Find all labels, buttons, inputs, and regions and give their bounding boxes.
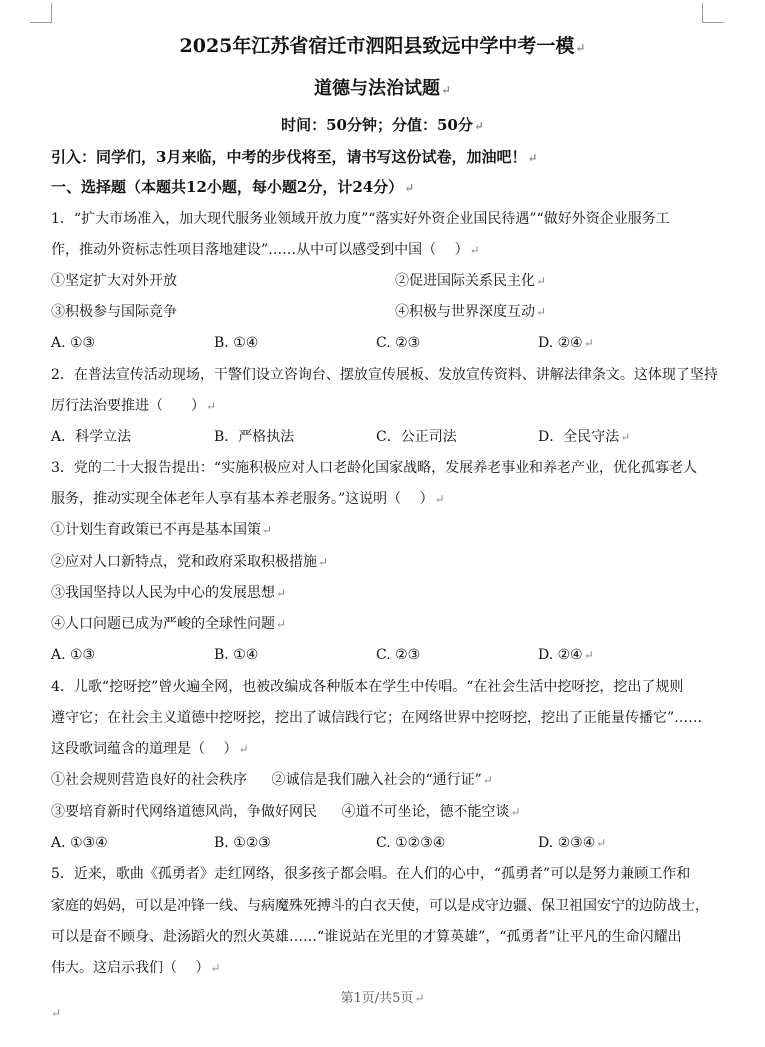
q3-stem-line-1: 3．党的二十大报告提出：“实施积极应对人口老龄化国家战略，发展养老事业和养老产业，优化孤寡老人 [51,460,698,476]
q1-stem-line-1: 1．“扩大市场准入，加大现代服务业领域开放力度”“落实好外资企业国民待遇”“做好外资企业服务工 [51,211,670,227]
q3-option-d[interactable]: D. ②④↵ [538,647,594,663]
q5-stem-line-3: 可以是奋不顾身、赴汤蹈火的烈火英雄……“谁说站在光里的才算英雄”，“孤勇者”让平凡的生命闪耀出 [51,929,682,945]
q1-item-1: ①坚定扩大对外开放 [51,273,177,289]
q4-item-2: ②诚信是我们融入社会的“通行证” [271,772,482,788]
crop-mark-top-left-vertical [51,3,52,23]
q1-item-2: ②促进国际关系民主化↵ [395,273,547,289]
q2-option-d[interactable]: D．全民守法↵ [538,429,631,445]
page-footer: 第1页/共5页↵ [340,991,425,1006]
q1-option-d[interactable]: D. ②④↵ [538,335,594,351]
q4-stem-line-1: 4．儿歌“挖呀挖”曾火遍全网，也被改编成各种版本在学生中传唱。“在社会生活中挖呀挖，挖出了规则 [51,679,684,695]
section-heading: 一、选择题（本题共12小题，每小题2分，计24分）↵ [51,178,415,196]
q2-option-b[interactable]: B．严格执法 [214,429,295,445]
q4-option-c[interactable]: C. ①②③④ [376,835,446,851]
q2-stem-line-1: 2．在普法宣传活动现场，干警们设立咨询台、摆放宣传展板、发放宣传资料、讲解法律条文。这体现了坚持 [51,367,718,383]
q4-stem-line-2: 遵守它；在社会主义道德中挖呀挖，挖出了诚信践行它；在网络世界中挖呀挖，挖出了正能量传播它”…… [51,710,703,726]
q4-items-row-2: ③要培育新时代网络道德风尚，争做好网民 ④道不可坐论，德不能空谈↵ [51,804,521,820]
q3-item-2: ②应对人口新特点，党和政府采取积极措施↵ [51,554,329,570]
q4-option-b[interactable]: B. ①②③ [214,835,271,851]
q2-option-c[interactable]: C．公正司法 [376,429,457,445]
intro-text: 引入：同学们，3月来临，中考的步伐将至，请书写这份试卷，加油吧！↵ [51,148,538,166]
exam-meta: 时间：50分钟；分值：50分↵ [281,116,484,134]
q1-option-b[interactable]: B. ①④ [214,335,259,351]
page-title: 2025年江苏省宿迁市泗阳县致远中学中考一模↵ [179,35,586,57]
q1-items-row-2 [51,302,711,322]
q3-option-a[interactable]: A. ①③ [51,647,96,663]
q3-option-c[interactable]: C. ②③ [376,647,421,663]
q3-item-3: ③我国坚持以人民为中心的发展思想↵ [51,585,287,601]
paragraph-mark: ↵ [51,1006,62,1020]
q1-stem-line-2: 作，推动外资标志性项目落地建设”……从中可以感受到中国（ ）↵ [51,242,480,258]
q4-item-3: ③要培育新时代网络道德风尚，争做好网民 [51,804,317,820]
q4-stem-line-3: 这段歌词蕴含的道理是（ ）↵ [51,741,249,757]
q1-item-3: ③积极参与国际竞争 [51,304,177,320]
q3-item-1: ①计划生育政策已不再是基本国策↵ [51,522,273,538]
q1-item-4: ④积极与世界深度互动↵ [395,304,547,320]
q5-stem-line-2: 家庭的妈妈，可以是冲锋一线、与病魔殊死搏斗的白衣天使，可以是戍守边疆、保卫祖国安宁的边防战士， [51,898,709,914]
q3-item-4: ④人口问题已成为严峻的全球性问题↵ [51,616,287,632]
crop-mark-top-left-horizontal [30,22,51,23]
q3-stem-line-2: 服务，推动实现全体老年人享有基本养老服务。”这说明（ ）↵ [51,491,445,507]
q2-option-a[interactable]: A．科学立法 [51,429,132,445]
crop-mark-top-right-vertical [702,3,703,23]
q4-option-a[interactable]: A. ①③④ [51,835,108,851]
q1-option-a[interactable]: A. ①③ [51,335,96,351]
q4-item-1: ①社会规则营造良好的社会秩序 [51,772,247,788]
q4-item-4: ④道不可坐论，德不能空谈 [341,804,510,820]
q3-option-b[interactable]: B. ①④ [214,647,259,663]
crop-mark-top-right-horizontal [703,22,724,23]
q5-stem-line-4: 伟大。这启示我们（ ）↵ [51,960,221,976]
q2-stem-line-2: 厉行法治要推进（ ）↵ [51,398,217,414]
q1-items-row-1 [51,271,711,291]
q1-option-c[interactable]: C. ②③ [376,335,421,351]
q4-items-row-1: ①社会规则营造良好的社会秩序 ②诚信是我们融入社会的“通行证”↵ [51,772,493,788]
q4-option-d[interactable]: D. ②③④↵ [538,835,607,851]
q5-stem-line-1: 5．近来，歌曲《孤勇者》走红网络，很多孩子都会唱。在人们的心中，“孤勇者”可以是努力兼顾工作和 [51,866,691,882]
page-subtitle: 道德与法治试题↵ [313,78,452,99]
